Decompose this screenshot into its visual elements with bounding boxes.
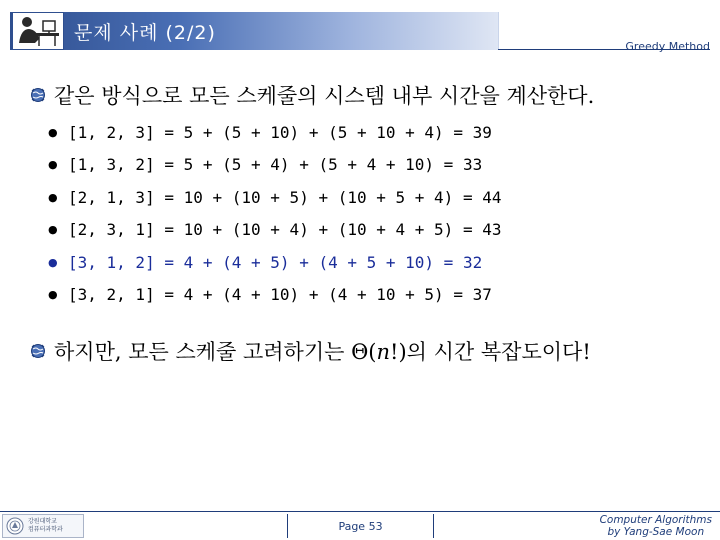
schedule-item — [48, 116, 501, 149]
bullet-dot: ● — [48, 288, 58, 302]
schedule-text: [1, 2, 3] = 5 + (5 + 10) + (5 + 10 + 4) = 39 — [68, 122, 492, 142]
schedule-item — [48, 181, 501, 214]
credit-line2: by Yang-Sae Moon — [607, 526, 705, 538]
bullet-first — [30, 80, 594, 110]
page-number: Page 53 — [287, 514, 434, 538]
bullet-second-pre: 하지만, 모든 스케줄 고려하기는 Θ( — [54, 340, 377, 364]
schedule-item — [48, 149, 501, 182]
schedule-item — [48, 279, 501, 312]
slide-title: 문제 사례 (2/2) — [74, 22, 216, 44]
schedule-item — [48, 246, 501, 279]
schedule-text: [3, 2, 1] = 4 + (4 + 10) + (4 + 10 + 5) = 37 — [68, 285, 492, 305]
footer-credits — [600, 514, 712, 538]
university-seal-icon — [6, 517, 24, 535]
schedule-text: [2, 1, 3] = 10 + (10 + 5) + (10 + 5 + 4) = 44 — [68, 187, 502, 207]
footer-university-name — [28, 518, 63, 534]
schedule-text: [2, 3, 1] = 10 + (10 + 4) + (10 + 4 + 5) = 43 — [68, 220, 502, 240]
bullet-dot: ● — [48, 223, 58, 237]
bullet-second-text — [54, 336, 591, 366]
credit-line1: Computer Algorithms — [599, 514, 712, 526]
schedule-text: [3, 1, 2] = 4 + (4 + 5) + (4 + 5 + 10) = 32 — [68, 252, 483, 272]
globe-bullet-icon — [30, 87, 46, 103]
bullet-dot: ● — [48, 158, 58, 172]
schedule-text: [1, 3, 2] = 5 + (5 + 4) + (5 + 4 + 10) = 33 — [68, 155, 483, 175]
bullet-dot: ● — [48, 125, 58, 139]
footer-rule — [0, 511, 720, 512]
subject-label: Greedy Method — [625, 40, 710, 53]
person-at-desk-icon — [12, 12, 64, 50]
footer-univ-line1: 강원대학교 — [28, 518, 57, 525]
schedule-item — [48, 214, 501, 247]
header-divider — [498, 12, 499, 50]
bullet-first-text: 같은 방식으로 모든 스케줄의 시스템 내부 시간을 계산한다. — [54, 84, 595, 108]
globe-bullet-icon — [30, 343, 46, 359]
footer-univ-line2: 컴퓨터과학과 — [28, 526, 63, 533]
bullet-dot: ● — [48, 255, 58, 269]
schedule-list — [48, 116, 501, 311]
bullet-second — [30, 336, 591, 366]
footer-university-logo — [2, 514, 84, 538]
bullet-dot: ● — [48, 190, 58, 204]
bullet-second-var: n — [376, 340, 391, 364]
bullet-second-post: !)의 시간 복잡도이다! — [390, 340, 591, 364]
